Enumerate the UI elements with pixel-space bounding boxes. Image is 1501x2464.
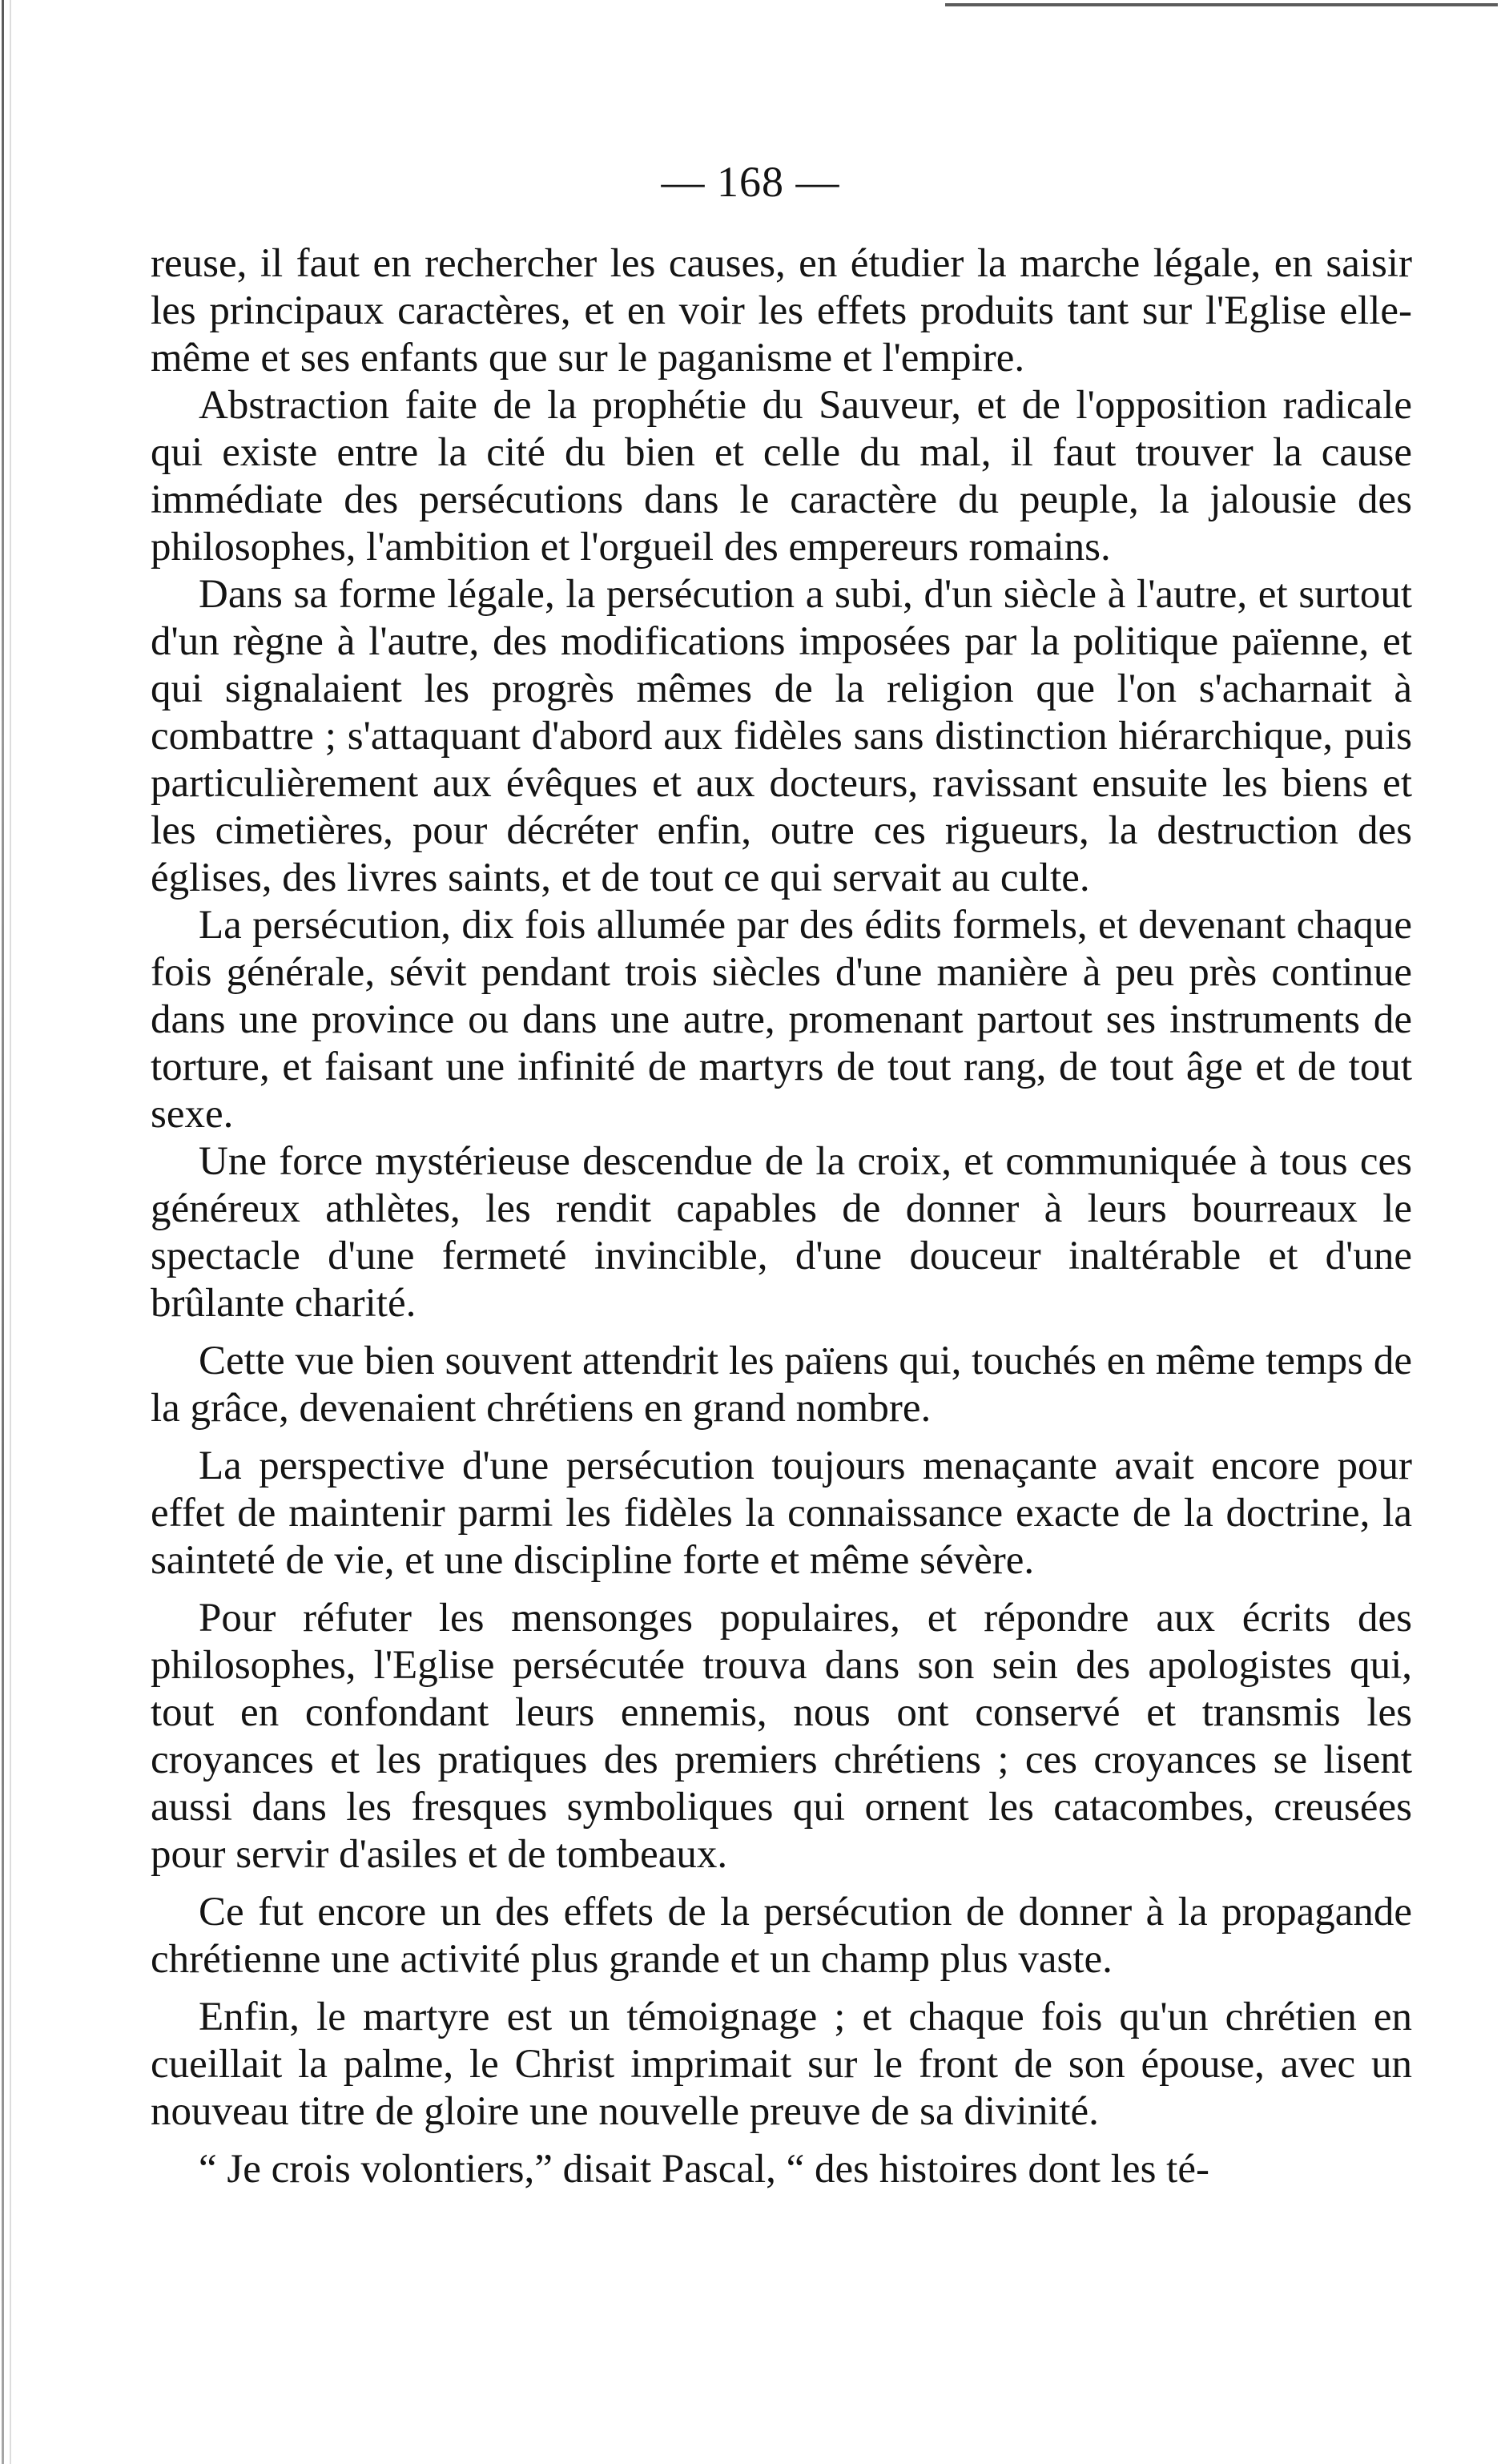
paragraph-pascal-quote: “ Je crois volontiers,” disait Pascal, “ des histoires dont les té- [199, 2147, 1209, 2192]
paragraph-martyrdom: Enfin, le martyre est un témoignage ; et chaque fois qu'un chrétien en cueillait la palme, le Christ imprimait sur le front de son épouse, avec un nouveau titre de gloire une nouvelle preuve de sa divinité. [151, 1995, 1412, 2134]
page-top-edge [945, 3, 1498, 6]
paragraph-ten-persecutions: La persécution, dix fois allumée par des édits formels, et devenant chaque fois générale, sévit pendant trois siècles d'une manière à peu près continue dans une province ou dans une autre, promenant partout ses instruments de torture, et faisant une infinité de martyrs de tout rang, de tout âge et de tout sexe. [151, 903, 1412, 1137]
paragraph-causes: Abstraction faite de la prophétie du Sauveur, et de l'opposition radicale qui existe entre la cité du bien et celle du mal, il faut trouver la cause immédiate des persécutions dans le caractère du peuple, la jalousie des philosophes, l'ambition et l'orgueil des empereurs romains. [151, 383, 1412, 570]
paragraph-discipline: La perspective d'une persécution toujours menaçante avait encore pour effet de maintenir parmi les fidèles la connaissance exacte de la doctrine, la sainteté de vie, et une discipline forte et même sévère. [151, 1443, 1412, 1583]
paragraph-mysterious-force: Une force mystérieuse descendue de la croix, et communiquée à tous ces généreux athlètes, les rendit capables de donner à leurs bourreaux le spectacle d'une fermeté invincible, d'une douceur inaltérable et d'une brûlante charité. [151, 1139, 1412, 1326]
page-number: — 168 — [661, 158, 840, 206]
paragraph-continued: reuse, il faut en rechercher les causes, en étudier la marche légale, en saisir les principaux caractères, et en voir les effets produits tant sur l'Eglise elle-même et ses enfants que sur le paganisme et l'empire. [151, 241, 1412, 380]
page-binding-shadow [2, 0, 4, 2464]
paragraph-propaganda: Ce fut encore un des effets de la persécution de donner à la propagande chrétienne une activité plus grande et un champ plus vaste. [151, 1890, 1412, 1982]
paragraph-pagans-converted: Cette vue bien souvent attendrit les païens qui, touchés en même temps de la grâce, devenaient chrétiens en grand nombre. [151, 1339, 1412, 1431]
body-text [151, 240, 1412, 2193]
paragraph-legal-form: Dans sa forme légale, la persécution a subi, d'un siècle à l'autre, et surtout d'un règne à l'autre, des modifications imposées par la politique païenne, et qui signalaient les progrès mêmes de la religion que l'on s'acharnait à combattre ; s'attaquant d'abord aux fidèles sans distinction hiérarchique, puis particulièrement aux évêques et aux docteurs, ravissant ensuite les biens et les cimetières, pour décréter enfin, outre ces rigueurs, la destruction des églises, des livres saints, et de tout ce qui servait au culte. [151, 572, 1412, 900]
page-binding-line [10, 0, 11, 2464]
paragraph-apologists: Pour réfuter les mensonges populaires, et répondre aux écrits des philosophes, l'Eglise persécutée trouva dans son sein des apologistes qui, tout en confondant leurs ennemis, nous ont conservé et transmis les croyances et les pratiques des premiers chrétiens ; ces croyances se lisent aussi dans les fresques symboliques qui ornent les catacombes, creusées pour servir d'asiles et de tombeaux. [151, 1596, 1412, 1877]
